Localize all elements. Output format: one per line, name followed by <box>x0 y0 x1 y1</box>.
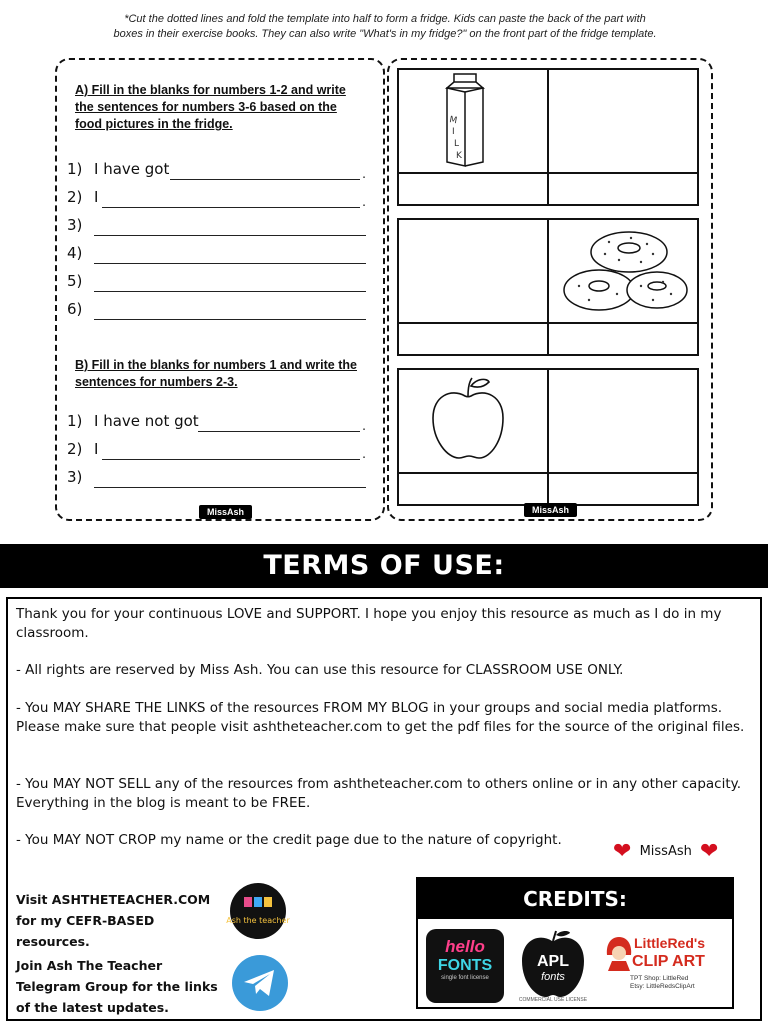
answer-blank[interactable] <box>94 291 366 292</box>
period: . <box>362 419 366 433</box>
missash-signature-tag: MissAsh <box>199 505 252 519</box>
ash-logo-text: Ash the teacher <box>226 916 290 925</box>
answer-line <box>67 160 372 182</box>
answer-line <box>67 440 372 462</box>
picture-cell <box>399 70 549 174</box>
answer-line <box>67 272 372 294</box>
svg-text:L: L <box>454 139 460 149</box>
heart-icon: ❤ <box>613 839 632 864</box>
label-cell[interactable] <box>399 324 549 354</box>
period: . <box>362 167 366 181</box>
answer-line <box>67 244 372 266</box>
instruction-line-1: *Cut the dotted lines and fold the template into half to form a fridge. Kids can paste the back of the part with <box>124 13 646 25</box>
label-cell[interactable] <box>549 174 697 204</box>
picture-cell <box>399 370 549 474</box>
label-cell[interactable] <box>549 474 697 504</box>
fridge-shelf-3 <box>397 368 699 506</box>
line-prompt: I have got <box>94 160 170 178</box>
fridge-panel <box>387 58 713 521</box>
label-cell[interactable] <box>399 474 549 504</box>
line-number: 3) <box>67 216 83 234</box>
picture-cell <box>549 220 697 324</box>
answer-blank[interactable] <box>198 431 360 432</box>
answer-line <box>67 468 372 490</box>
littlered-etsy: Etsy: LittleRedsClipArt <box>630 983 695 990</box>
answer-blank[interactable] <box>94 235 366 236</box>
littlered-line2: CLIP ART <box>632 953 705 970</box>
instruction-line-2: boxes in their exercise books. They can also write "What's in my fridge?" on the front part of the fridge template. <box>113 28 657 40</box>
terms-box <box>6 597 762 1021</box>
apl-fonts-logo[interactable] <box>512 927 594 1003</box>
answer-blank[interactable] <box>94 487 366 488</box>
missash-signature-tag: MissAsh <box>524 503 577 517</box>
littlered-clipart-logo[interactable] <box>600 931 728 1005</box>
picture-cell <box>399 220 549 324</box>
hello-fonts-sub: single font license <box>441 975 489 981</box>
line-number: 1) <box>67 412 83 430</box>
answer-blank[interactable] <box>102 459 360 460</box>
line-number: 6) <box>67 300 83 318</box>
svg-text:I: I <box>452 127 455 137</box>
ash-teacher-logo-icon <box>226 883 290 939</box>
instruction-note <box>60 12 710 42</box>
apl-line1: APL <box>537 953 569 970</box>
littlered-girl-icon <box>604 935 634 971</box>
fridge-shelf-1 <box>397 68 699 206</box>
section-b-title: B) Fill in the blanks for numbers 1 and write the sentences for numbers 2-3. <box>75 358 357 389</box>
line-prompt: I <box>94 188 99 206</box>
answer-blank[interactable] <box>94 319 366 320</box>
signature-text: MissAsh <box>639 844 692 859</box>
line-number: 2) <box>67 440 83 458</box>
line-prompt: I have not got <box>94 412 199 430</box>
svg-text:K: K <box>456 151 462 161</box>
littlered-tpt: TPT Shop: LittleRed <box>630 975 689 982</box>
terms-paragraph: - All rights are reserved by Miss Ash. You can use this resource for CLASSROOM USE ONLY. <box>16 662 624 678</box>
visit-text: Visit ASHTHETEACHER.COM for my CEFR-BASED resources. <box>16 892 211 949</box>
littlered-line1: LittleRed's <box>634 935 706 951</box>
terms-paragraph: - You MAY SHARE THE LINKS of the resources FROM MY BLOG in your groups and social media platforms. Please make sure that people visit ashtheteacher.com to get the pdf files for the source of the original files. <box>16 700 745 735</box>
terms-paragraph: Thank you for your continuous LOVE and SUPPORT. I hope you enjoy this resource as much as I do in my classroom. <box>16 606 722 641</box>
terms-paragraph: - You MAY NOT CROP my name or the credit page due to the nature of copyright. <box>16 832 562 848</box>
worksheet-panel <box>55 58 385 521</box>
answer-line <box>67 216 372 238</box>
telegram-text: Join Ash The Teacher Telegram Group for the links of the latest updates. <box>16 958 218 1015</box>
line-number: 5) <box>67 272 83 290</box>
answer-blank[interactable] <box>170 179 360 180</box>
apl-sub: COMMERCIAL USE LICENSE <box>518 997 588 1003</box>
terms-title: TERMS OF USE: <box>0 544 768 588</box>
credits-box <box>416 877 734 1009</box>
line-number: 3) <box>67 468 83 486</box>
hello-fonts-line2: FONTS <box>437 957 493 974</box>
line-number: 4) <box>67 244 83 262</box>
heart-icon: ❤ <box>700 839 719 864</box>
hello-fonts-logo[interactable] <box>426 929 504 1003</box>
credits-title: CREDITS: <box>418 879 732 919</box>
section-a-title: A) Fill in the blanks for numbers 1-2 and write the sentences for numbers 3-6 based on the food pictures in the fridge. <box>75 83 346 131</box>
answer-line <box>67 300 372 322</box>
apl-line2: fonts <box>541 971 565 983</box>
answer-blank[interactable] <box>94 263 366 264</box>
picture-cell <box>549 370 697 474</box>
label-cell[interactable] <box>399 174 549 204</box>
donuts-icon <box>549 220 697 324</box>
signature-block <box>613 839 718 864</box>
milk-carton-icon <box>399 70 549 174</box>
line-prompt: I <box>94 440 99 458</box>
hello-fonts-line1: hello <box>445 937 485 956</box>
apple-icon <box>399 370 549 474</box>
telegram-logo[interactable] <box>232 955 288 1011</box>
telegram-icon <box>232 955 288 1011</box>
period: . <box>362 195 366 209</box>
label-cell[interactable] <box>549 324 697 354</box>
picture-cell <box>549 70 697 174</box>
answer-blank[interactable] <box>102 207 360 208</box>
line-number: 2) <box>67 188 83 206</box>
period: . <box>362 447 366 461</box>
line-number: 1) <box>67 160 83 178</box>
answer-line <box>67 412 372 434</box>
terms-paragraph: - You MAY NOT SELL any of the resources from ashtheteacher.com to others online or in any other capacity. Everything in the blog is meant to be FREE. <box>16 776 741 811</box>
answer-line <box>67 188 372 210</box>
fridge-shelf-2 <box>397 218 699 356</box>
svg-text:M: M <box>448 115 458 127</box>
ash-teacher-logo[interactable] <box>226 883 290 939</box>
